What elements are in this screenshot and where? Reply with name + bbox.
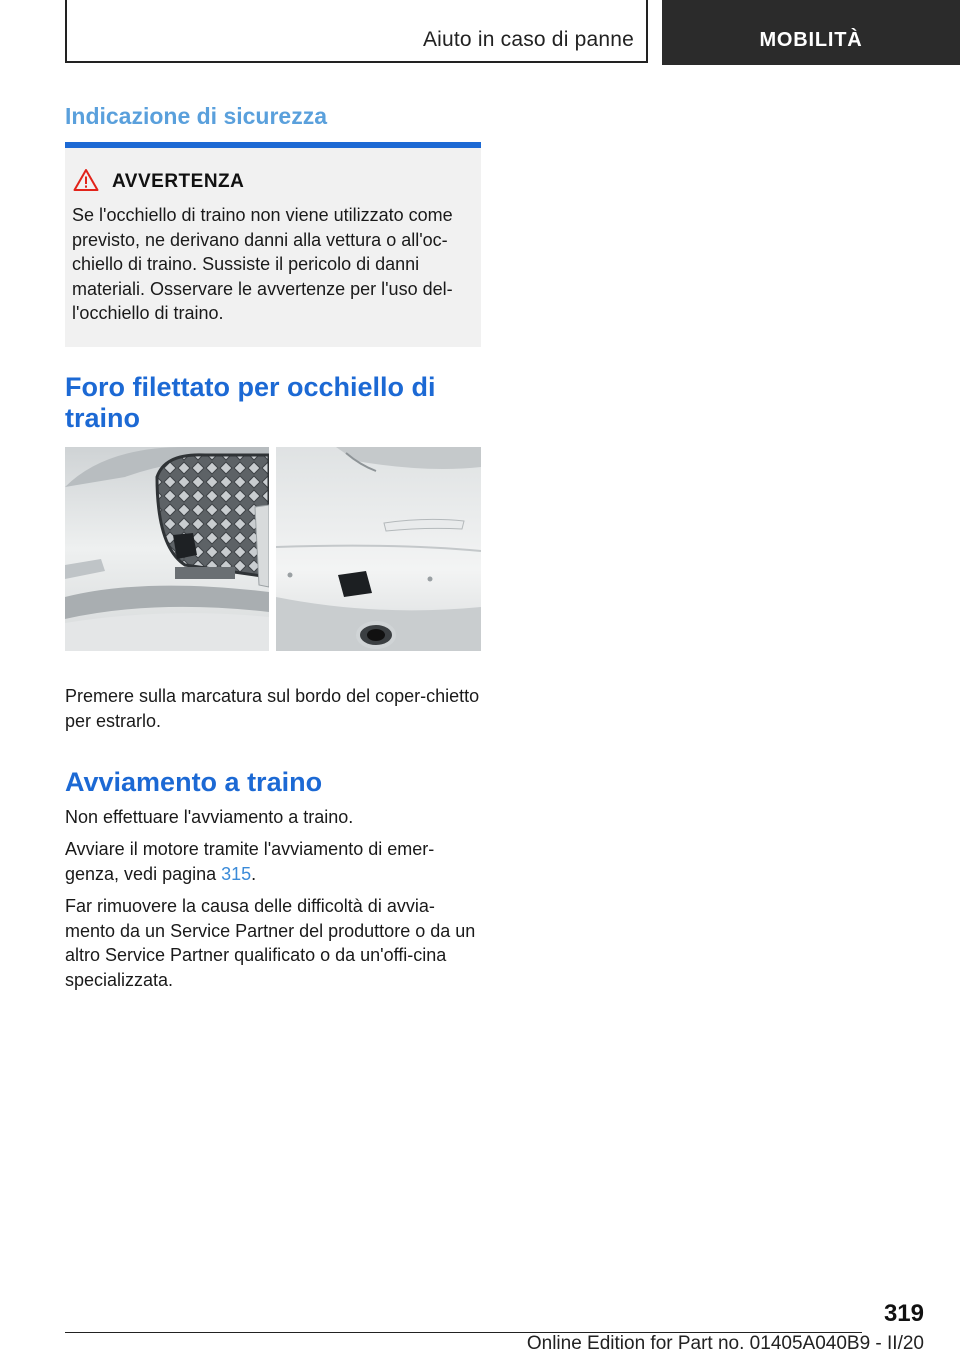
remove-cover-instruction: Premere sulla marcatura sul bordo del coper-chietto per estrarlo. xyxy=(65,686,480,731)
tow-start-p2-text: Avviare il motore tramite l'avviamento di emer-genza, vedi pagina xyxy=(65,839,435,884)
chapter-label: MOBILITÀ xyxy=(759,29,863,51)
header-frame xyxy=(65,0,648,63)
safety-heading: Indicazione di sicurezza xyxy=(65,103,328,129)
threaded-hole-heading: Foro filettato per occhiello di traino xyxy=(65,372,436,433)
warning-label: AVVERTENZA xyxy=(112,171,245,192)
page-number: 319 xyxy=(883,1300,924,1327)
tow-start-p2-end: . xyxy=(251,863,257,884)
tow-start-paragraph-2 xyxy=(65,837,481,886)
page-link-315[interactable]: 315 xyxy=(221,863,252,884)
tow-start-paragraph-3: Far rimuovere la causa delle difficoltà di avvia-mento da un Service Partner del produttore o da un altro Service Partner qualificato o da un'offi-cina specializzata. xyxy=(65,896,476,990)
front-bumper-photo xyxy=(65,447,269,651)
rear-bumper-photo xyxy=(276,447,481,651)
tow-start-heading: Avviamento a traino xyxy=(65,767,323,797)
chapter-tab[interactable] xyxy=(662,0,960,65)
tow-start-paragraph-1: Non effettuare l'avviamento a traino. xyxy=(65,807,354,827)
warning-text: Se l'occhiello di traino non viene utilizzato come previsto, ne derivano danni alla vettura o all'oc-chiello di traino. Sussiste il pericolo di danni materiali. Osservare le avvertenze per l'uso del-l'occhiello di traino. xyxy=(72,205,453,323)
section-title: Aiuto in caso di panne xyxy=(422,28,634,51)
warning-triangle-icon xyxy=(73,168,99,192)
edition-info: Online Edition for Part no. 01405A040B9 - II/20 xyxy=(526,1333,924,1354)
